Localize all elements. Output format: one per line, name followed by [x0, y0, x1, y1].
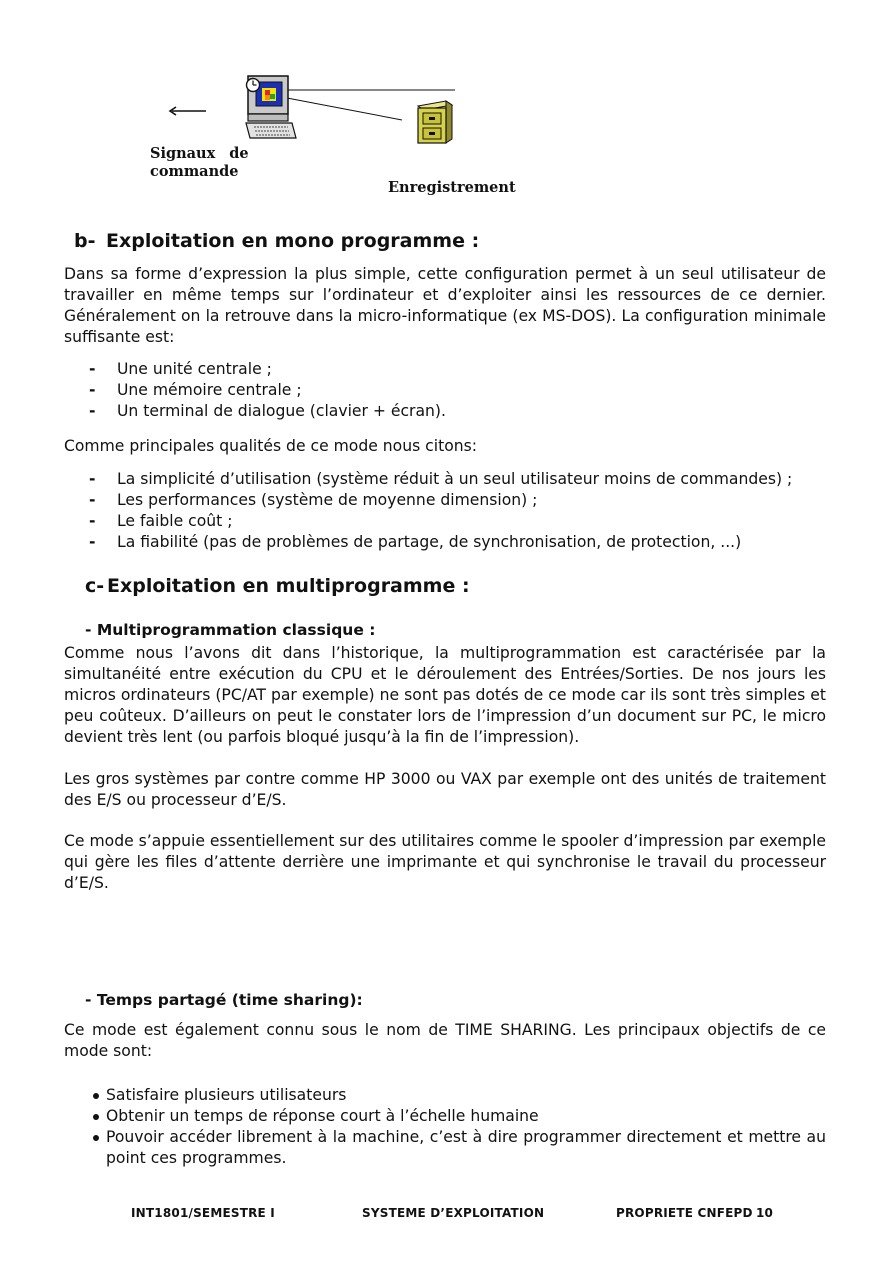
list-item: - Un terminal de dialogue (clavier + écran).: [64, 401, 446, 422]
multiprogramming-paragraph-1: Comme nous l’avons dit dans l’historique, la multiprogrammation est caractérisée par la simultanéité entre exécution du CPU et le déroulement des Entrées/Sorties. De nos jours les micros ordinateurs (PC/AT par exemple) ne sont pas dotés de ce mode car ils sont très simples et peu coûteux. D’ailleurs on peut le constater lors de l’impression d’un document sur PC, le micro devient très lent (ou parfois bloqué jusqu’à la fin de l’impression).: [64, 644, 826, 746]
multiprogramming-paragraph-3: Ce mode s’appuie essentiellement sur des utilitaires comme le spooler d’impression par exemple qui gère les files d’attente derrière une imprimante et qui synchronise le travail du processeur d’E/S.: [64, 832, 826, 892]
qualities-intro: Comme principales qualités de ce mode nous citons:: [64, 437, 478, 455]
list-item: - La fiabilité (pas de problèmes de partage, de synchronisation, de protection, ...): [64, 532, 792, 553]
signal-label: [150, 145, 250, 181]
section-b-intro: Dans sa forme d’expression la plus simple, cette configuration permet à un seul utilisateur de travailler en même temps sur l’ordinateur et d’exploiter ainsi les ressources de ce dernier. Généralement on la retrouve dans la micro-informatique (ex MS-DOS). La configuration minimale suffisante est:: [64, 265, 826, 346]
section-b-title: Exploitation en mono programme :: [106, 230, 480, 252]
list-item: - Une unité centrale ;: [64, 359, 446, 380]
signal-label-line2: commande: [150, 163, 239, 180]
section-b-heading: [74, 229, 479, 253]
config-list: [64, 359, 446, 422]
computer-icon: [246, 76, 296, 138]
footer-course: INT1801/SEMESTRE I: [131, 1206, 275, 1220]
list-item: Pouvoir accéder librement à la machine, c’est à dire programmer directement et mettre au point ces programmes.: [64, 1127, 826, 1169]
section-b-marker: b-: [74, 230, 96, 252]
list-item: Obtenir un temps de réponse court à l’échelle humaine: [64, 1106, 826, 1127]
left-arrow-icon: [170, 107, 206, 115]
page-number: 10: [756, 1206, 774, 1220]
footer-owner: PROPRIETE CNFEPD: [616, 1206, 753, 1220]
list-item: - Les performances (système de moyenne dimension) ;: [64, 490, 792, 511]
figure: [0, 0, 893, 210]
time-sharing-subheading: - Temps partagé (time sharing):: [85, 991, 363, 1009]
filing-cabinet-icon: [418, 101, 452, 143]
list-item: - Une mémoire centrale ;: [64, 380, 446, 401]
section-c-marker: c-: [85, 575, 105, 597]
footer-subject: SYSTEME D’EXPLOITATION: [362, 1206, 545, 1220]
signal-label-line1: Signaux de: [150, 145, 249, 162]
recording-label: Enregistrement: [388, 179, 516, 196]
connector-line-diagonal: [287, 98, 402, 120]
multiprogramming-subheading: - Multiprogrammation classique :: [85, 621, 376, 639]
list-item: Satisfaire plusieurs utilisateurs: [64, 1085, 826, 1106]
time-sharing-paragraph: Ce mode est également connu sous le nom de TIME SHARING. Les principaux objectifs de ce mode sont:: [64, 1021, 826, 1060]
section-c-title: Exploitation en multiprogramme :: [107, 575, 470, 597]
time-sharing-objectives-list: [64, 1085, 826, 1169]
section-c-heading: [85, 574, 470, 598]
list-item: - Le faible coût ;: [64, 511, 792, 532]
multiprogramming-paragraph-2: Les gros systèmes par contre comme HP 3000 ou VAX par exemple ont des unités de traitement des E/S ou processeur d’E/S.: [64, 770, 826, 809]
list-item: - La simplicité d’utilisation (système réduit à un seul utilisateur moins de commandes) ;: [64, 469, 792, 490]
qualities-list: [64, 469, 792, 553]
